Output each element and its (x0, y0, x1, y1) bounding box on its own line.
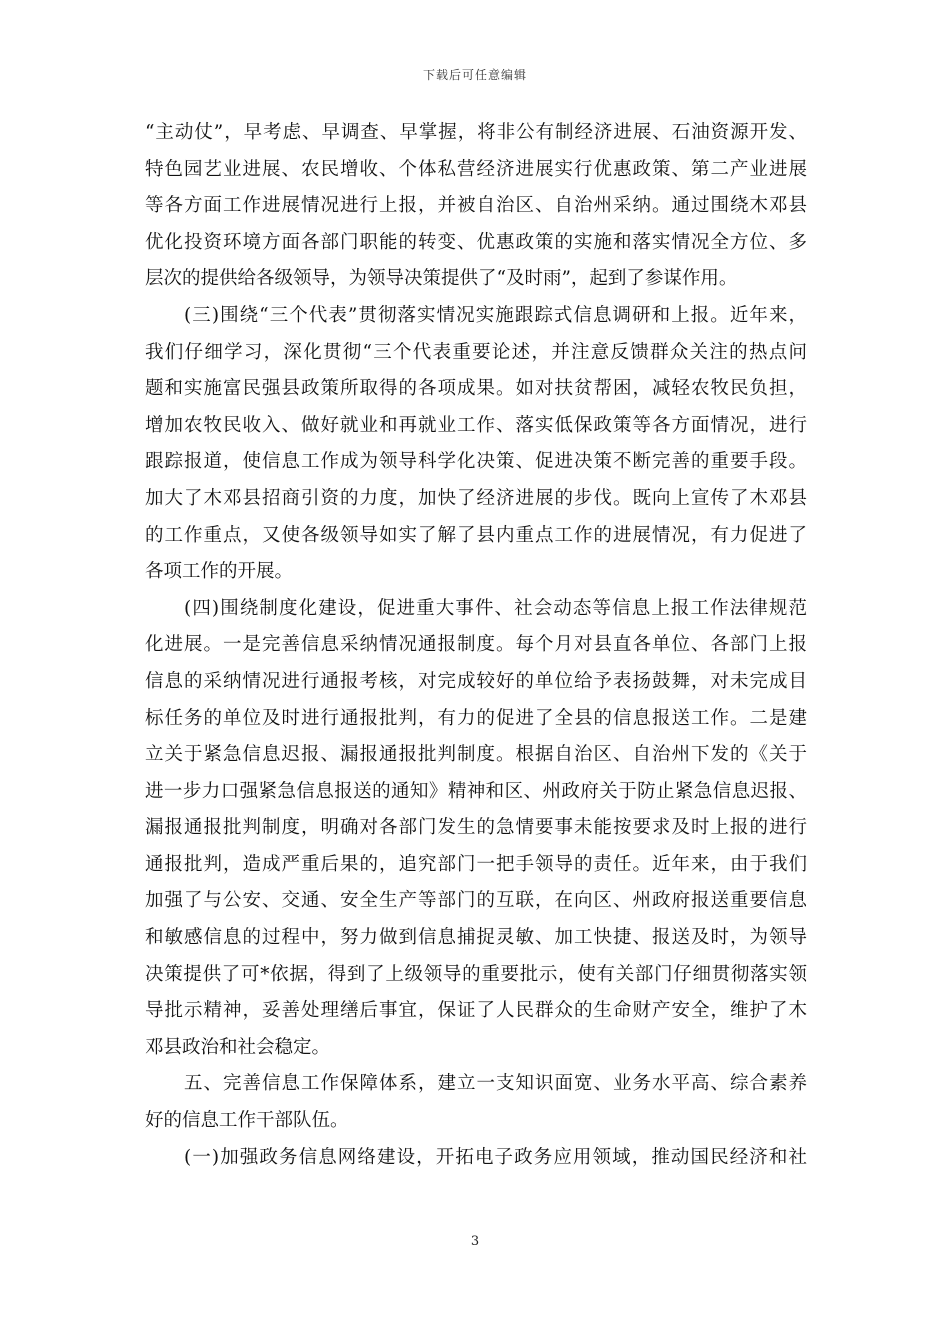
text-line: 等各方面工作进展情况进行上报，并被自治区、自治州采纳。通过围绕木邓县 (145, 195, 807, 217)
text-line: 标任务的单位及时进行通报批判，有力的促进了全县的信息报送工作。二是建 (145, 707, 807, 729)
text-line: 邓县政治和社会稳定。 (145, 1036, 331, 1058)
text-line: 的工作重点，又使各级领导如实了解了县内重点工作的进展情况，有力促进了 (145, 524, 807, 546)
text-line: 跟踪报道，使信息工作成为领导科学化决策、促进决策不断完善的重要手段。 (145, 451, 807, 473)
text-line: 信息的采纳情况进行通报考核，对完成较好的单位给予表扬鼓舞，对未完成目 (145, 670, 807, 692)
text-line: 加大了木邓县招商引资的力度，加快了经济进展的步伐。既向上宣传了木邓县 (145, 487, 807, 509)
text-line: 进一步力口强紧急信息报送的通知》精神和区、州政府关于防止紧急信息迟报、 (145, 780, 807, 802)
text-line: 我们仔细学习，深化贯彻“三个代表重要论述，并注意反馈群众关注的热点问 (145, 341, 807, 363)
text-line: 特色园艺业进展、农民增收、个体私营经济进展实行优惠政策、第二产业进展 (145, 158, 807, 180)
text-line: 题和实施富民强县政策所取得的各项成果。如对扶贫帮困，减轻农牧民负担， (145, 378, 807, 400)
text-line: 优化投资环境方面各部门职能的转变、优惠政策的实施和落实情况全方位、多 (145, 231, 807, 253)
page-number: 3 (470, 1234, 480, 1249)
text-line: 导批示精神，妥善处理缮后事宜，保证了人民群众的生命财产安全，维护了木 (145, 1000, 807, 1022)
document-body (145, 115, 807, 1176)
text-line: 化进展。一是完善信息采纳情况通报制度。每个月对县直各单位、各部门上报 (145, 634, 807, 656)
text-line: 立关于紧急信息迟报、漏报通报批判制度。根据自治区、自治州下发的《关于 (145, 744, 807, 766)
paragraph-start-line: (一)加强政务信息网络建设，开拓电子政务应用领域，推动国民经济和社 (184, 1146, 807, 1168)
text-line: 层次的提供给各级领导，为领导决策提供了“及时雨”，起到了参谋作用。 (145, 268, 738, 290)
text-line: 决策提供了可*依据，得到了上级领导的重要批示，使有关部门仔细贯彻落实领 (145, 963, 807, 985)
text-line: 漏报通报批判制度，明确对各部门发生的急情要事未能按要求及时上报的进行 (145, 817, 807, 839)
text-line: 增加农牧民收入、做好就业和再就业工作、落实低保政策等各方面情况，进行 (145, 414, 807, 436)
text-line: “主动仗”，早考虑、早调查、早掌握，将非公有制经济进展、石油资源开发、 (145, 122, 807, 143)
text-line: 和敏感信息的过程中，努力做到信息捕捉灵敏、加工快捷、报送及时，为领导 (145, 927, 807, 949)
text-line: 通报批判，造成严重后果的，追究部门一把手领导的责任。近年来，由于我们 (145, 853, 807, 875)
page-header: 下载后可任意编辑 (422, 68, 527, 82)
paragraph-start-line: (三)围绕“三个代表”贯彻落实情况实施跟踪式信息调研和上报。近年来， (184, 304, 807, 326)
text-line: 好的信息工作干部队伍。 (145, 1110, 349, 1132)
paragraph-start-line: 五、完善信息工作保障体系，建立一支知识面宽、业务水平高、综合素养 (184, 1073, 807, 1095)
text-line: 各项工作的开展。 (145, 561, 294, 583)
paragraph-start-line: (四)围绕制度化建设，促进重大事件、社会动态等信息上报工作法律规范 (184, 597, 807, 619)
text-line: 加强了与公安、交通、安全生产等部门的互联，在向区、州政府报送重要信息 (145, 890, 807, 912)
